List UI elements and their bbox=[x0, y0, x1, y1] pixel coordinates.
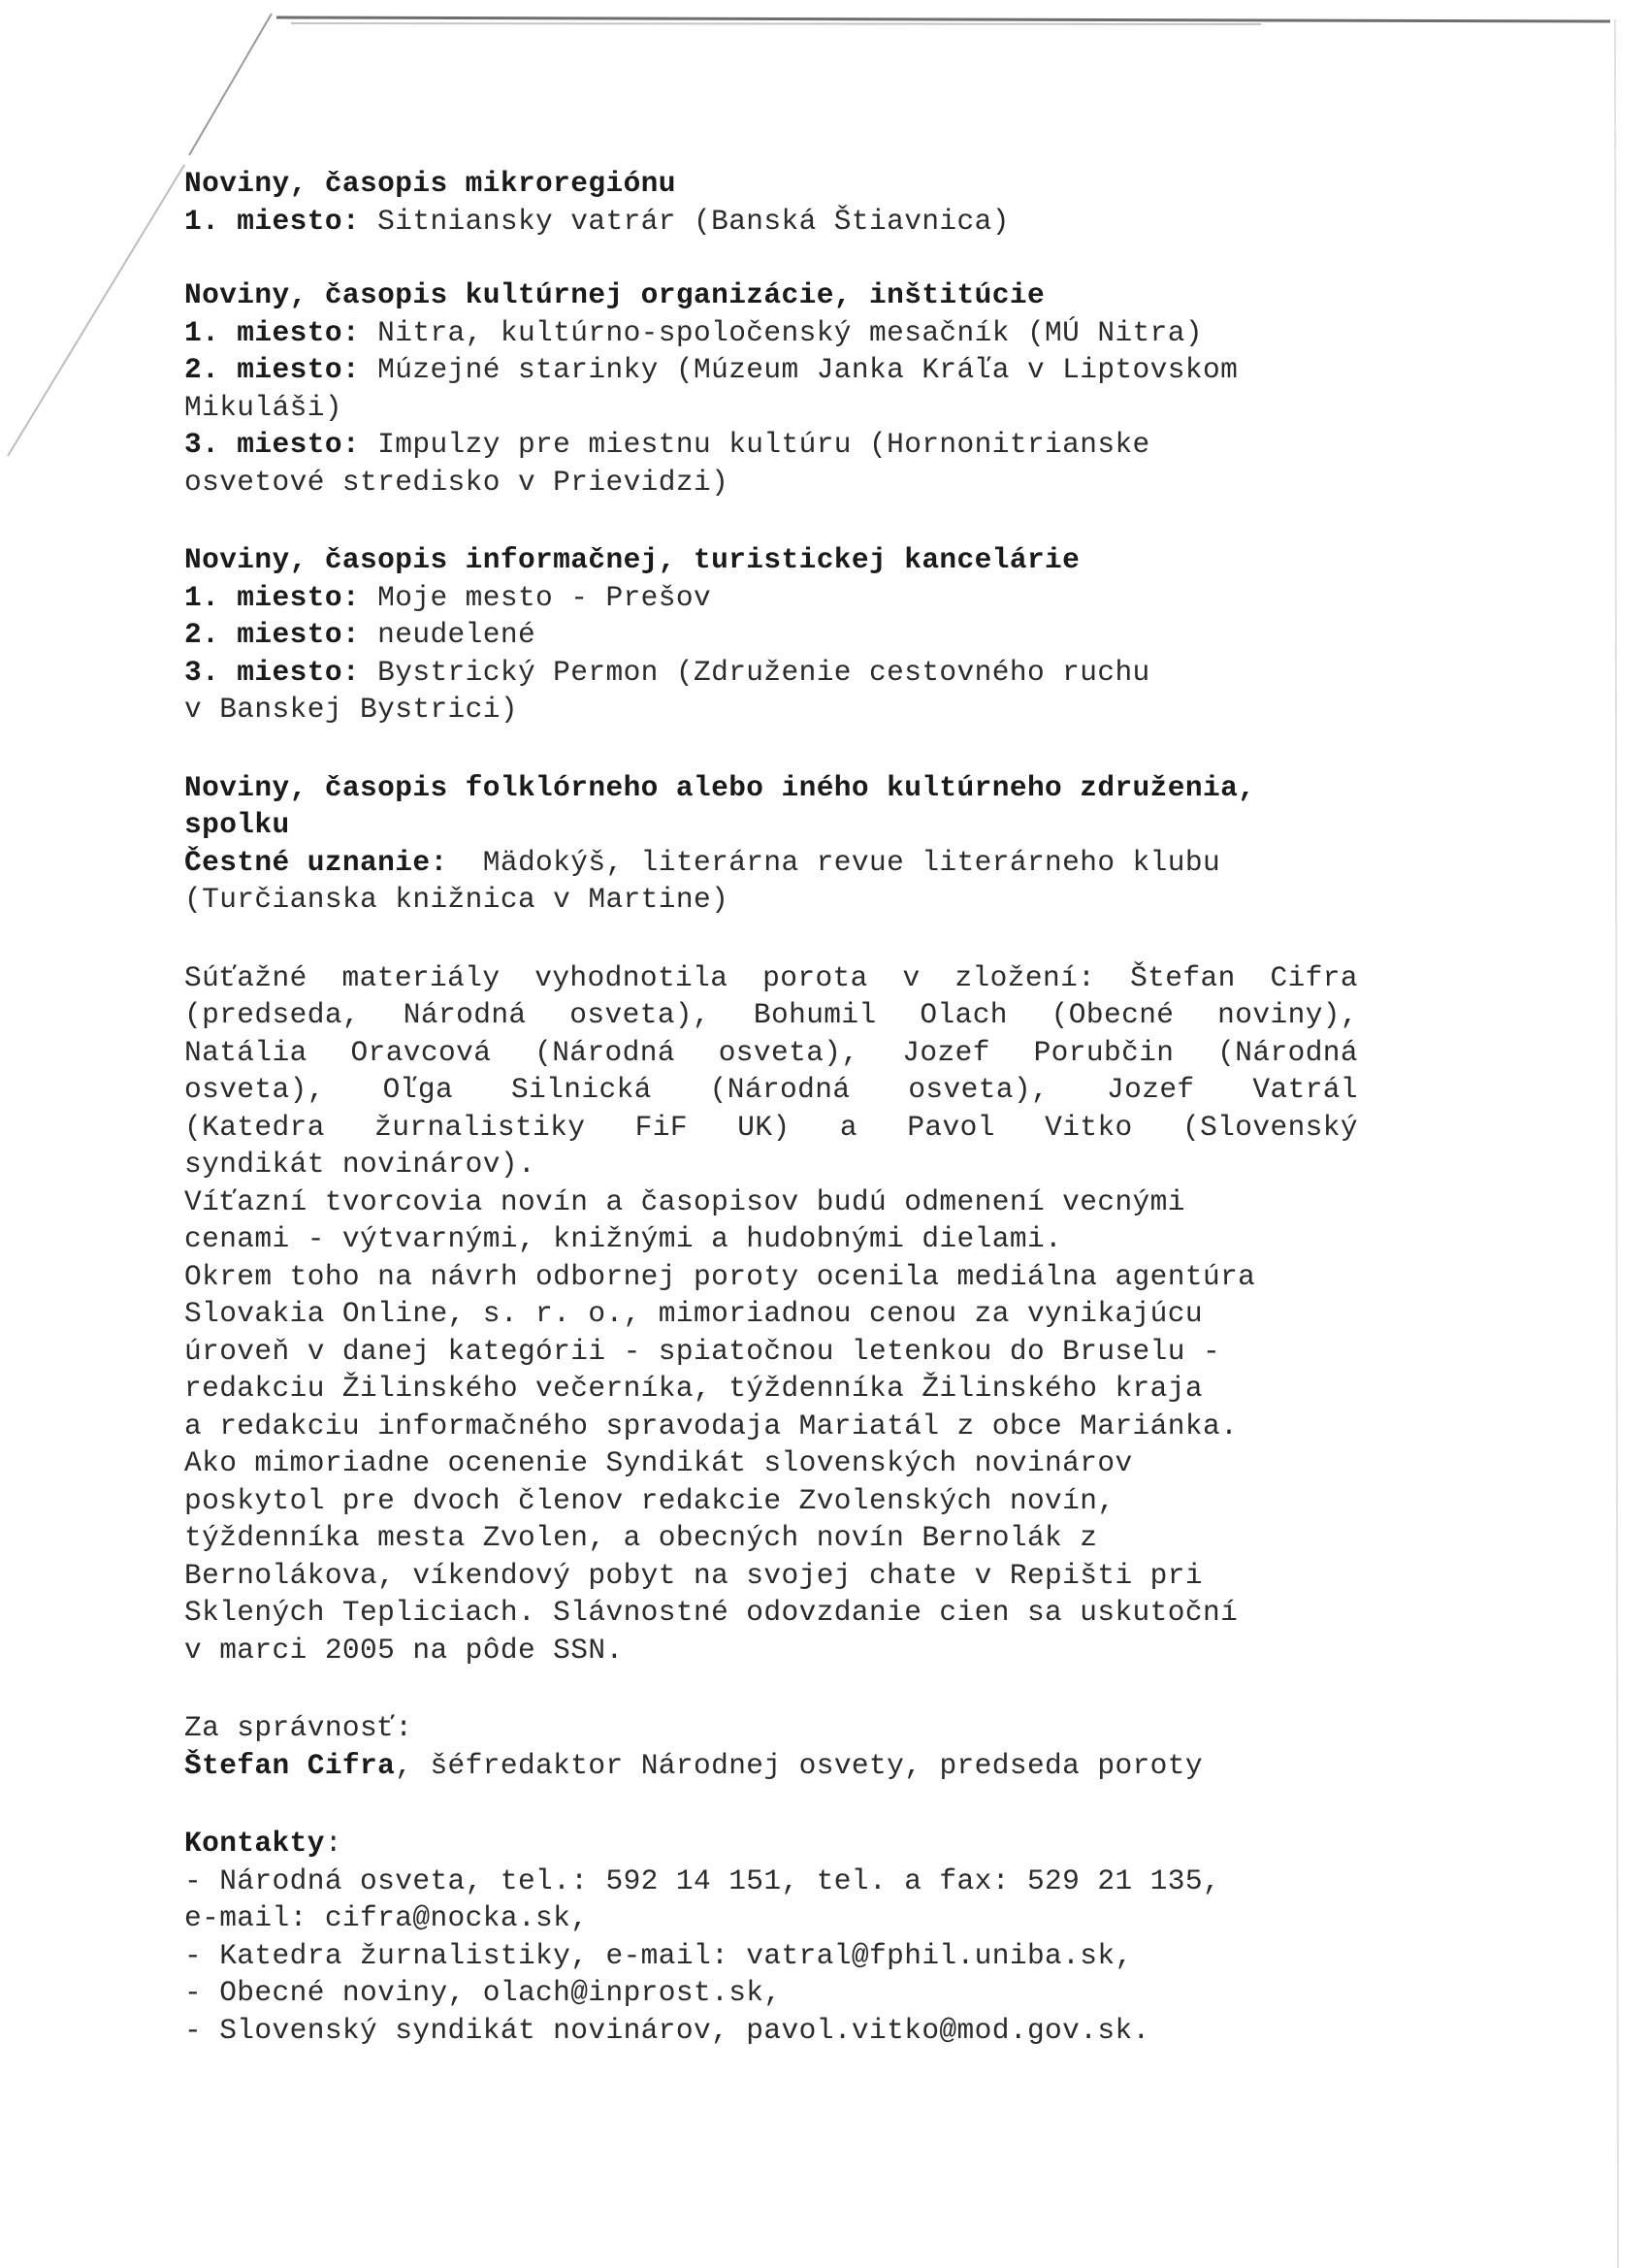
place-label: 2. miesto: bbox=[184, 618, 361, 651]
place-text: Sitniansky vatrár (Banská Štiavnica) bbox=[360, 204, 1010, 238]
place-label: 2. miesto: bbox=[184, 353, 361, 386]
jury-line: Sklených Tepliciach. Slávnostné odovzdanie cien sa uskutoční bbox=[184, 1596, 1239, 1629]
contact-line: - Slovenský syndikát novinárov, pavol.vitko@mod.gov.sk. bbox=[184, 2013, 1150, 2047]
contact-line: e-mail: cifra@nocka.sk, bbox=[184, 1901, 589, 1934]
honor-text: Mädokýš, literárna revue literárneho klubu bbox=[447, 845, 1221, 879]
jury-line: v marci 2005 na pôde SSN. bbox=[184, 1633, 624, 1667]
jury-line: Okrem toho na návrh odbornej poroty ocenila mediálna agentúra bbox=[184, 1259, 1256, 1293]
jury-line: (predseda, Národná osveta), Bohumil Olach (Obecné noviny), bbox=[184, 998, 1358, 1031]
place-text: Bystrický Permon (Združenie cestovného ruchu bbox=[360, 655, 1150, 689]
place-label: 1. miesto: bbox=[184, 315, 361, 349]
jury-line: (Katedra žurnalistiky FiF UK) a Pavol Vitko (Slovenský bbox=[184, 1110, 1358, 1144]
place-text: Moje mesto - Prešov bbox=[360, 580, 712, 614]
jury-line: Bernolákova, víkendový pobyt na svojej chate v Repišti pri bbox=[184, 1558, 1203, 1592]
section-heading: Noviny, časopis folklórneho alebo iného kultúrneho združenia, bbox=[184, 770, 1256, 804]
jury-line: Víťazní tvorcovia novín a časopisov budú odmenení vecnými bbox=[184, 1184, 1185, 1218]
place-label: 1. miesto: bbox=[184, 580, 361, 614]
section-folklorne-zdruzenie bbox=[184, 769, 1445, 919]
jury-line: úroveň v danej kategórii - spiatočnou letenkou do Bruselu - bbox=[184, 1334, 1221, 1368]
honor-text-continued: (Turčianska knižnica v Martine) bbox=[184, 883, 729, 916]
jury-paragraph bbox=[184, 959, 1445, 1669]
signature-intro: Za správnosť: bbox=[184, 1711, 413, 1744]
section-kulturna-organizacia bbox=[184, 276, 1445, 501]
section-turisticka-kancelaria bbox=[184, 541, 1445, 729]
place-label: 3. miesto: bbox=[184, 428, 361, 461]
jury-line: týždenníka mesta Zvolen, a obecných novín Bernolák z bbox=[184, 1521, 1098, 1554]
jury-line: Natália Oravcová (Národná osveta), Jozef Porubčin (Národná bbox=[184, 1035, 1358, 1069]
contacts-heading: Kontakty bbox=[184, 1827, 325, 1860]
signature-role: , šéfredaktor Národnej osvety, predseda poroty bbox=[395, 1748, 1203, 1782]
jury-line: Ako mimoriadne ocenenie Syndikát slovenských novinárov bbox=[184, 1446, 1133, 1479]
place-text: Impulzy pre miestnu kultúru (Hornonitrianske bbox=[360, 428, 1150, 461]
document-page bbox=[184, 165, 1445, 2049]
contact-line: - Národná osveta, tel.: 592 14 151, tel. a fax: 529 21 135, bbox=[184, 1863, 1221, 1897]
contacts-heading-colon: : bbox=[324, 1827, 342, 1860]
signature-block bbox=[184, 1709, 1445, 1784]
jury-line: syndikát novinárov). bbox=[184, 1148, 536, 1181]
place-text-continued: v Banskej Bystrici) bbox=[184, 693, 518, 726]
place-text-continued: Mikuláši) bbox=[184, 390, 342, 424]
place-text: Múzejné starinky (Múzeum Janka Kráľa v Liptovskom bbox=[360, 353, 1239, 386]
jury-line: osveta), Oľga Silnická (Národná osveta), Jozef Vatrál bbox=[184, 1073, 1358, 1106]
signature-name: Štefan Cifra bbox=[184, 1748, 396, 1782]
place-label: 1. miesto: bbox=[184, 204, 361, 238]
jury-line: redakciu Žilinského večerníka, týždenníka Žilinského kraja bbox=[184, 1372, 1203, 1405]
place-text-continued: osvetové stredisko v Prievidzi) bbox=[184, 465, 729, 499]
jury-line: Slovakia Online, s. r. o., mimoriadnou cenou za vynikajúcu bbox=[184, 1297, 1203, 1330]
section-heading: Noviny, časopis informačnej, turistickej kancelárie bbox=[184, 543, 1081, 576]
place-label: 3. miesto: bbox=[184, 655, 361, 689]
contact-line: - Obecné noviny, olach@inprost.sk, bbox=[184, 1976, 782, 2009]
jury-line: Súťažné materiály vyhodnotila porota v zložení: Štefan Cifra bbox=[184, 960, 1358, 994]
section-heading-continued: spolku bbox=[184, 808, 290, 841]
contact-line: - Katedra žurnalistiky, e-mail: vatral@fphil.uniba.sk, bbox=[184, 1938, 1133, 1972]
section-heading: Noviny, časopis kultúrnej organizácie, inštitúcie bbox=[184, 278, 1046, 311]
section-mikroregion bbox=[184, 165, 1445, 240]
place-text: Nitra, kultúrno-spoločenský mesačník (MÚ Nitra) bbox=[360, 315, 1203, 349]
place-text: neudelené bbox=[360, 618, 536, 651]
contacts-block bbox=[184, 1825, 1445, 2049]
honor-label: Čestné uznanie: bbox=[184, 845, 448, 879]
jury-line: a redakciu informačného spravodaja Mariatál z obce Mariánka. bbox=[184, 1409, 1239, 1442]
section-heading: Noviny, časopis mikroregiónu bbox=[184, 167, 676, 200]
jury-line: poskytol pre dvoch členov redakcie Zvolenských novín, bbox=[184, 1483, 1116, 1517]
jury-line: cenami - výtvarnými, knižnými a hudobnými dielami. bbox=[184, 1222, 1063, 1255]
